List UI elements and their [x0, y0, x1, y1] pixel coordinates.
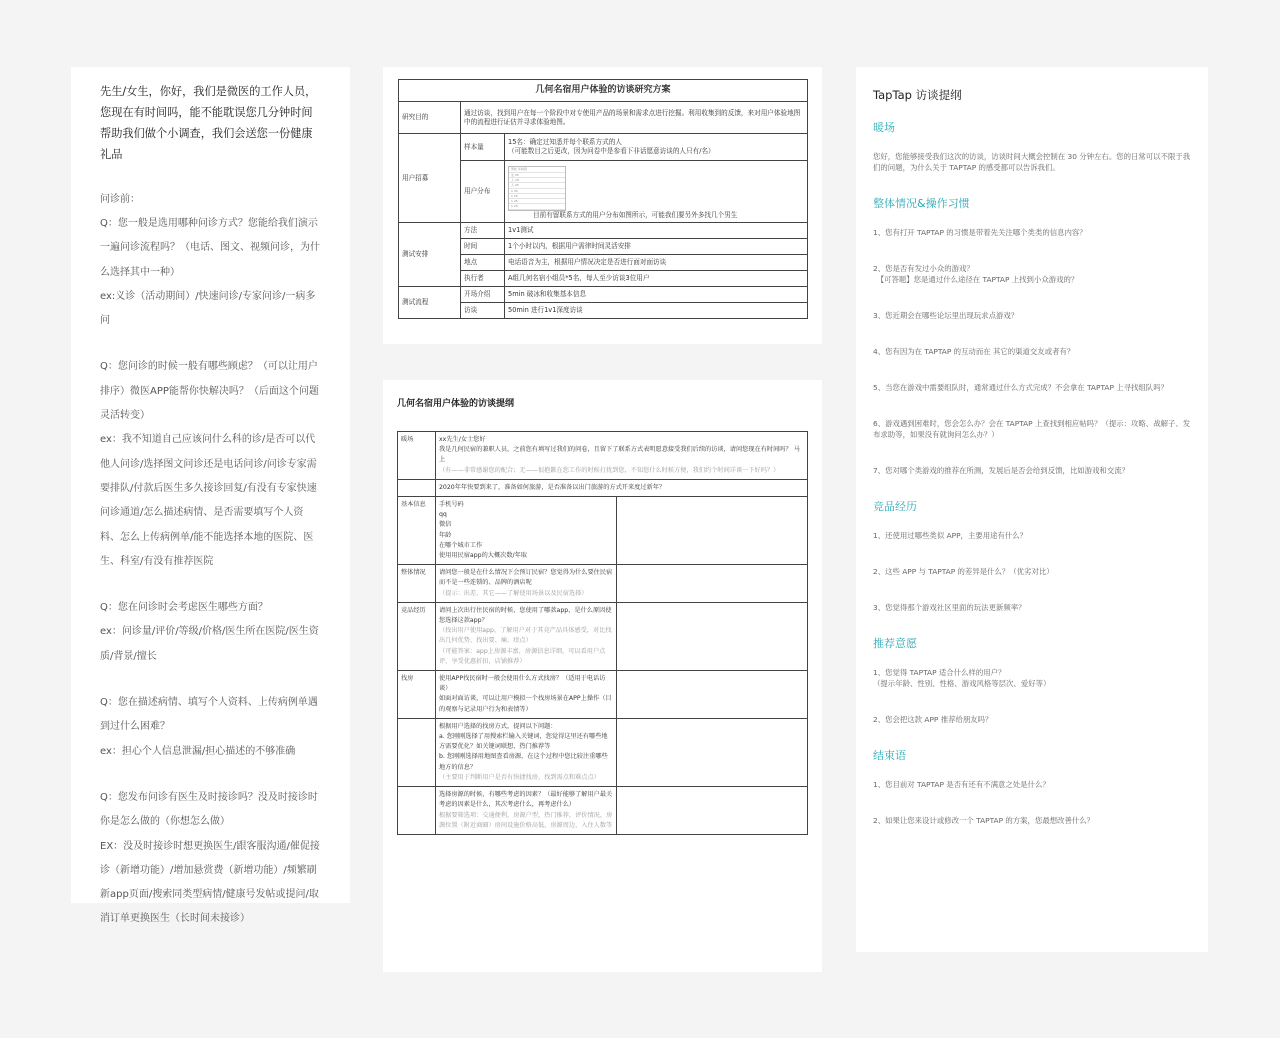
- plan-text-place: 电话语音为主，根据用户情况决定是否进行面对面访谈: [505, 255, 808, 271]
- plan-label-arrange: 测试安排: [399, 223, 461, 287]
- plan-text-exec: A组几何名宿小组员*5名，每人至少访谈3位用户: [505, 271, 808, 287]
- outline-row-content: [436, 787, 617, 835]
- plan-text-dist: 目前有留联系方式的用户分布如图所示，可能我们要另外多找几个男生: [533, 210, 738, 219]
- taptap-question: 3、您近期会在哪些论坛里出现玩求点游戏？: [873, 311, 1019, 320]
- qa-item: [100, 355, 322, 574]
- mini-table-row: 1 25: [509, 204, 565, 209]
- plan-label-interview: 访谈: [461, 303, 505, 319]
- outline-row-label: 找房: [398, 671, 436, 719]
- interview-outline-table: [397, 431, 808, 835]
- plan-text-sample-1: 15名：确定过知悉并每个联系方式的人: [508, 138, 622, 146]
- plan-text-interview: 50min 进行1v1深度访谈: [505, 303, 808, 319]
- outline-line: 选择房源的时候，有哪些考虑的因素？（最好能够了解用户最关考虑的因素是什么，其次考虑什么，再考虑什么）: [439, 791, 613, 809]
- taptap-question: 1、您目前对 TAPTAP 是否有还有不满意之处是什么？: [873, 780, 1050, 789]
- outline-row: [398, 718, 808, 786]
- mini-table-row: 1 30: [509, 189, 565, 194]
- taptap-question: 2、如果让您来设计或修改一个 TAPTAP 的方案，您最想改善什么？: [873, 816, 1095, 825]
- taptap-question: 2、您是否有发过小众的游戏？ 【可答题】您是通过什么途径在 TAPTAP 上找到小众游戏的？: [873, 264, 1079, 284]
- outline-row-label: 整体情况: [398, 565, 436, 603]
- question-text: Q：您问诊的时候一般有哪些顾虑？（可以让用户排序）微医APP能帮你快解决吗？（后面这个问题灵活转变）: [100, 361, 319, 422]
- taptap-section-title: 结束语: [873, 749, 906, 762]
- taptap-question: 您好，您能够接受我们这次的访谈，访谈时间大概会控制在 30 分钟左右。您的日常可以不限于我们的问题，为什么关于 TAPTAP 的感受都可以告诉我们。: [873, 152, 1191, 172]
- mini-table-row: 女 25: [509, 173, 565, 178]
- taptap-question: 2、这些 APP 与 TAPTAP 的差异是什么？（优劣对比）: [873, 567, 1054, 576]
- qa-item: [100, 596, 322, 669]
- outline-line: 使用APP找民宿时一般会使用什么方式找房？（适用于电话访谈）: [439, 675, 606, 693]
- question-text: Q：您发布问诊有医生及时接诊吗？没及时接诊时你是怎么做的（你想怎么做）: [100, 791, 318, 828]
- mini-table-row: 1 25: [509, 199, 565, 204]
- plan-cell-dist: [505, 161, 808, 223]
- mini-table-row: 1 25: [509, 194, 565, 199]
- qa-item: [100, 212, 322, 333]
- outline-row: [398, 602, 808, 670]
- outline-line: a. 您刚刚选择了用搜索栏输入关键词，您觉得这里还有哪些地方需要优化？如关键词联想、热门推荐等: [439, 733, 608, 751]
- taptap-section-title: 竞品经历: [873, 500, 917, 513]
- outline-hint-line: （有——非常感谢您的配合；无——很抱歉在您工作的时候打扰到您，不知您什么时候方便，我们约个时间详谈一下好吗？）: [439, 466, 780, 474]
- outline-row-content: [436, 479, 808, 496]
- outline-line: 如面对面访谈，可以让用户模拟一个找房场景在APP上操作（目的观察与记录用户行为和表情等）: [439, 695, 612, 713]
- outline-line: 使用用民宿app的大概次数/年取: [439, 552, 527, 560]
- outline-line: 2020年年快要到来了，准备如何旅游，是否准备以出门旅游的方式开来度过新年？: [439, 483, 666, 491]
- plan-title: 几何名宿用户体验的访谈研究方案: [399, 80, 808, 102]
- question-text: Q：您在问诊时会考虑医生哪些方面？: [100, 602, 268, 614]
- qa-item: [100, 786, 322, 932]
- outline-notes-cell: [617, 787, 808, 835]
- taptap-question: 6、游戏遇到困难时，您会怎么办？会在 TAPTAP 上查找到相应帖吗？（提示：攻略、战解子、发布求助等，如果没有就询问怎么办？）: [873, 419, 1191, 439]
- outline-row-content: [436, 497, 617, 565]
- outline-row-content: [436, 671, 617, 719]
- outline-line: 年龄: [439, 531, 452, 539]
- outline-line: 我是几何民宿的兼职人员，之前您有填写过我们的问卷，且留下了联系方式表明愿意接受我们后续的访谈，请问您现在有时间吗？ 马上: [439, 446, 800, 464]
- outline-hint-line: （找出用户使用app，了解用户对于其竞产品具体感受，对比找出几何优势、找出要、痛、痒点）: [439, 627, 612, 645]
- qa-item: [100, 691, 322, 764]
- mini-table-row: 人 18: [509, 178, 565, 183]
- plan-label-sample: 样本量: [461, 134, 505, 161]
- taptap-section: [873, 747, 1191, 826]
- outline-row: [398, 432, 808, 480]
- mini-table-row: 人 25: [509, 183, 565, 188]
- taptap-outline-card: [856, 67, 1208, 952]
- outline-title: 几何名宿用户体验的访谈提纲: [397, 399, 515, 409]
- outline-line: xx先生/女士您好: [439, 436, 486, 443]
- user-distribution-mini-table: [508, 166, 566, 210]
- research-plan-card: [383, 67, 822, 344]
- taptap-section: [873, 498, 1191, 613]
- outline-line: 根据用户选择的找房方式，提问以下问题：: [439, 722, 557, 730]
- outline-row-content: [436, 718, 617, 786]
- plan-label-dist: 用户分布: [461, 161, 505, 223]
- outline-row: [398, 479, 808, 496]
- plan-label-opening: 开场介绍: [461, 287, 505, 303]
- outline-hint-line: （可能答案：app上房源丰富，房源信息详细，可以看用户点评，享受优惠折扣，店铺推荐）: [439, 647, 606, 665]
- taptap-section-title: 整体情况&操作习惯: [873, 197, 970, 210]
- plan-label-time: 时间: [461, 239, 505, 255]
- outline-row-content: [436, 432, 808, 480]
- question-text: Q：您在描述病情、填写个人资料、上传病例单遇到过什么困难？: [100, 697, 318, 733]
- taptap-section-title: 推荐意愿: [873, 637, 917, 650]
- outline-notes-cell: [617, 565, 808, 603]
- section-label-before-consult: 问诊前：: [100, 194, 140, 205]
- mini-table-row: 男性 年龄段: [509, 167, 565, 172]
- answer-example-text: ex:义诊（活动期间）/快速问诊/专家问诊/一病多问: [100, 290, 316, 327]
- answer-example-text: ex：担心个人信息泄漏/担心描述的不够准确: [100, 745, 296, 757]
- plan-label-goal: 研究目的: [399, 102, 461, 134]
- outline-row-label: [398, 718, 436, 786]
- outline-hint-line: （主要用于判断用户是否有快捷找房，找到需点和难点点）: [439, 773, 600, 781]
- outline-row: [398, 671, 808, 719]
- taptap-question: 5、当您在游戏中需要组队时，通常通过什么方式完成？不会拿在 TAPTAP 上寻找组队吗？: [873, 383, 1168, 392]
- plan-text-opening: 5min 破冰和收集基本信息: [505, 287, 808, 303]
- plan-text-goal: 通过访谈，找到用户在每一个阶段中对专使用产品的场景和需求点进行挖掘。利用收集到的反馈，来对用户体验地图中的流程进行证估并寻求体验地图。: [461, 102, 808, 134]
- outline-row-label: [398, 479, 436, 496]
- outline-row: [398, 497, 808, 565]
- interview-outline-card: [383, 380, 822, 972]
- taptap-question: 1、您觉得 TAPTAP 适合什么样的用户？ （提示年龄、性别、性格、游戏风格等层次、爱好等）: [873, 668, 1051, 688]
- plan-cell-sample: [505, 134, 808, 161]
- outline-line: qq: [439, 511, 447, 519]
- outline-notes-cell: [617, 671, 808, 719]
- taptap-question: 2、您会把这款 APP 推荐给朋友吗？: [873, 715, 993, 724]
- plan-label-recruit: 用户招募: [399, 134, 461, 223]
- taptap-question: 4、您有因为在 TAPTAP 的互动而在 其它的渠道交友或者有？: [873, 347, 1075, 356]
- outline-hint-line: （提示：出差、其它——了解使用场景以及民宿选择）: [439, 589, 588, 597]
- answer-example-text: ex：问诊量/评价/等级/价格/医生所在医院/医生资质/背景/擅长: [100, 626, 319, 662]
- answer-example-text: EX：没及时接诊时想更换医生/跟客服沟通/催促接诊（新增功能）/增加悬赏费（新增功能）/频繁刷新app页面/搜索同类型病情/健康号发帖或提问/取消订单更换医生（长时间未接诊）: [100, 840, 320, 925]
- outline-row-label: 暖场: [398, 432, 436, 480]
- research-plan-table: [398, 79, 808, 319]
- outline-row-label: [398, 787, 436, 835]
- plan-label-place: 地点: [461, 255, 505, 271]
- outline-row: [398, 787, 808, 835]
- plan-text-time: 1个小时以内，根据用户需律时间灵活安排: [505, 239, 808, 255]
- survey-questions-card: [71, 67, 350, 925]
- outline-row-content: [436, 565, 617, 603]
- outline-line: 请问您一般是在什么情况下会预订民宿？您觉得为什么要住民宿而不是一些连锁的、品牌的酒店呢: [439, 569, 613, 587]
- taptap-section: [873, 635, 1191, 725]
- taptap-sections: [873, 119, 1191, 826]
- taptap-section: [873, 119, 1191, 173]
- taptap-section-title: 暖场: [873, 121, 895, 134]
- taptap-question: 1、还使用过哪些类似 APP，主要用途有什么？: [873, 531, 1028, 540]
- qa-list: [100, 212, 322, 932]
- outline-line: 微信: [439, 521, 452, 529]
- outline-notes-cell: [617, 718, 808, 786]
- outline-line: 手机号码: [439, 501, 464, 509]
- outline-hint-line: 根据要筛选项：交通便利，房源户型，热门推荐，评价情况，房源位置（附近商圈）房间设施价格高低，房源周边，入住人数等: [439, 811, 613, 829]
- outline-notes-cell: [617, 602, 808, 670]
- taptap-title: TapTap 访谈提纲: [873, 88, 962, 102]
- answer-example-text: ex：我不知道自己应该问什么科的诊/是否可以代他人问诊/选择图文问诊还是电话问诊/问诊专家需要排队/付款后医生多久接诊回复/有没有专家快速问诊通道/怎么描述病情、是否需要填写个人资料、怎么上传病例单/能不能选择本地的医院、医生、科室/有没有推荐医院: [100, 434, 317, 567]
- outline-row-label: 竞品经历: [398, 602, 436, 670]
- taptap-section: [873, 195, 1191, 476]
- plan-text-sample-2: （可能数目之后更改，因为问卷中是参看下非话愿意访谈的人只有/名）: [508, 147, 715, 155]
- plan-label-exec: 执行者: [461, 271, 505, 287]
- outline-row-label: 基本信息: [398, 497, 436, 565]
- outline-notes-cell: [617, 497, 808, 565]
- outline-row: [398, 565, 808, 603]
- outline-line: 在哪个城市工作: [439, 541, 483, 549]
- taptap-question: 1、您有打开 TAPTAP 的习惯是带着先关注哪个类类的信息内容？: [873, 228, 1087, 237]
- taptap-question: 7、您对哪个类游戏的推荐在所测，发展后是否会给到反馈，比如游戏和交流？: [873, 466, 1129, 475]
- outline-row-content: [436, 602, 617, 670]
- outline-line: 请问上次出行住民宿的时候，您使用了哪款app，是什么原因使您选择这款app？: [439, 606, 612, 625]
- question-text: Q：您一般是选用哪种问诊方式？您能给我们演示一遍问诊流程吗？（电话、图文、视频问诊，为什么选择其中一种）: [100, 218, 320, 278]
- plan-label-flow: 测试流程: [399, 287, 461, 319]
- taptap-question: 3、您觉得那个游戏社区里面的玩法更新频率？: [873, 603, 1026, 612]
- plan-label-method: 方法: [461, 223, 505, 239]
- intro-text: 先生/女生，你好，我们是微医的工作人员，您现在有时间吗，能不能耽误您几分钟时间帮助我们做个小调查，我们会送您一份健康礼品: [100, 85, 317, 161]
- outline-line: b. 您刚刚选择用地图查看房源，在这个过程中您比较注重哪些地方的信息？: [439, 753, 608, 771]
- plan-text-method: 1v1测试: [505, 223, 808, 239]
